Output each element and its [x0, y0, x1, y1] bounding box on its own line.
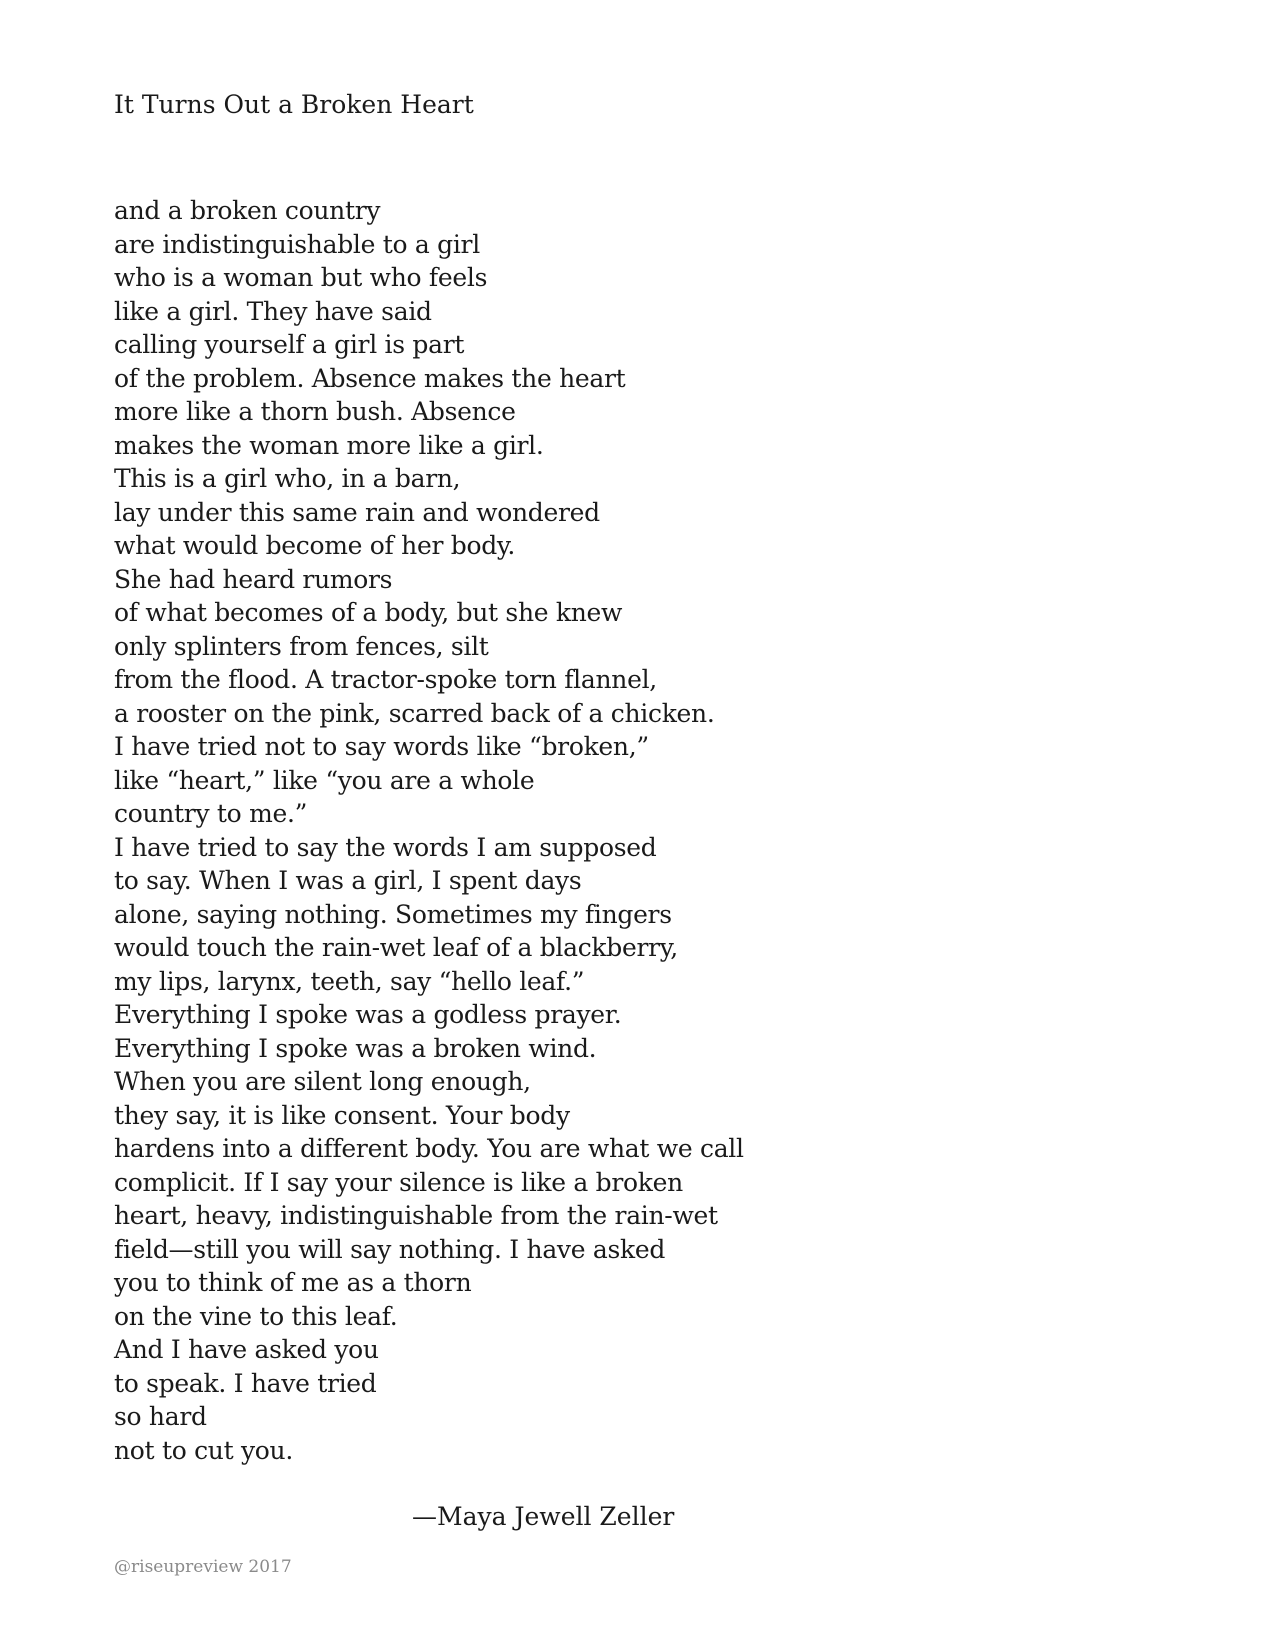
- poem-body: [114, 194, 744, 1467]
- poem-line: heart, heavy, indistinguishable from the rain-wet: [114, 1201, 718, 1230]
- poem-line: a rooster on the pink, scarred back of a chicken.: [114, 698, 715, 728]
- poem-line: Everything I spoke was a broken wind.: [114, 1033, 597, 1063]
- poem-line: so hard: [114, 1402, 207, 1431]
- poem-line: I have tried not to say words like “broken,”: [114, 732, 649, 761]
- poem-line: more like a thorn bush. Absence: [114, 397, 516, 426]
- poem-line: and a broken country: [114, 196, 381, 225]
- poem-line: my lips, larynx, teeth, say “hello leaf.”: [114, 966, 585, 996]
- poem-line: She had heard rumors: [114, 564, 393, 594]
- poem-line: And I have asked you: [114, 1335, 379, 1364]
- poem-line: calling yourself a girl is part: [114, 330, 465, 359]
- poem-line: of the problem. Absence makes the heart: [114, 363, 626, 393]
- poem-line: on the vine to this leaf.: [114, 1301, 398, 1331]
- poem-line: complicit. If I say your silence is like a broken: [114, 1167, 683, 1197]
- poem-line: who is a woman but who feels: [114, 263, 488, 292]
- poem-line: you to think of me as a thorn: [114, 1268, 472, 1297]
- poem-line: like a girl. They have said: [114, 296, 432, 326]
- poem-line: When you are silent long enough,: [114, 1067, 531, 1096]
- poem-line: alone, saying nothing. Sometimes my fingers: [114, 899, 672, 929]
- poem-line: I have tried to say the words I am supposed: [114, 832, 657, 862]
- poem-title: It Turns Out a Broken Heart: [114, 90, 474, 119]
- poem-line: to speak. I have tried: [114, 1368, 377, 1398]
- poem-line: like “heart,” like “you are a whole: [114, 765, 535, 795]
- poem-line: makes the woman more like a girl.: [114, 430, 544, 460]
- poem-line: lay under this same rain and wondered: [114, 497, 600, 527]
- poem-line: country to me.”: [114, 799, 308, 828]
- poem-line: only splinters from fences, silt: [114, 631, 489, 661]
- poem-line: hardens into a different body. You are what we call: [114, 1134, 744, 1163]
- poem-line: not to cut you.: [114, 1435, 294, 1465]
- poem-line: would touch the rain-wet leaf of a blackberry,: [114, 933, 678, 962]
- poem-line: Everything I spoke was a godless prayer.: [114, 1000, 622, 1029]
- poem-line: are indistinguishable to a girl: [114, 229, 480, 259]
- poem-line: field—still you will say nothing. I have asked: [114, 1234, 666, 1264]
- poem-line: of what becomes of a body, but she knew: [114, 598, 623, 627]
- poem-byline: —Maya Jewell Zeller: [412, 1502, 675, 1531]
- poem-line: from the flood. A tractor-spoke torn flannel,: [114, 665, 657, 694]
- poem-line: This is a girl who, in a barn,: [114, 464, 461, 493]
- poem-line: they say, it is like consent. Your body: [114, 1100, 570, 1130]
- poem-line: to say. When I was a girl, I spent days: [114, 866, 582, 895]
- copyright-notice: @riseupreview 2017: [114, 1557, 292, 1577]
- poem-line: what would become of her body.: [114, 531, 516, 560]
